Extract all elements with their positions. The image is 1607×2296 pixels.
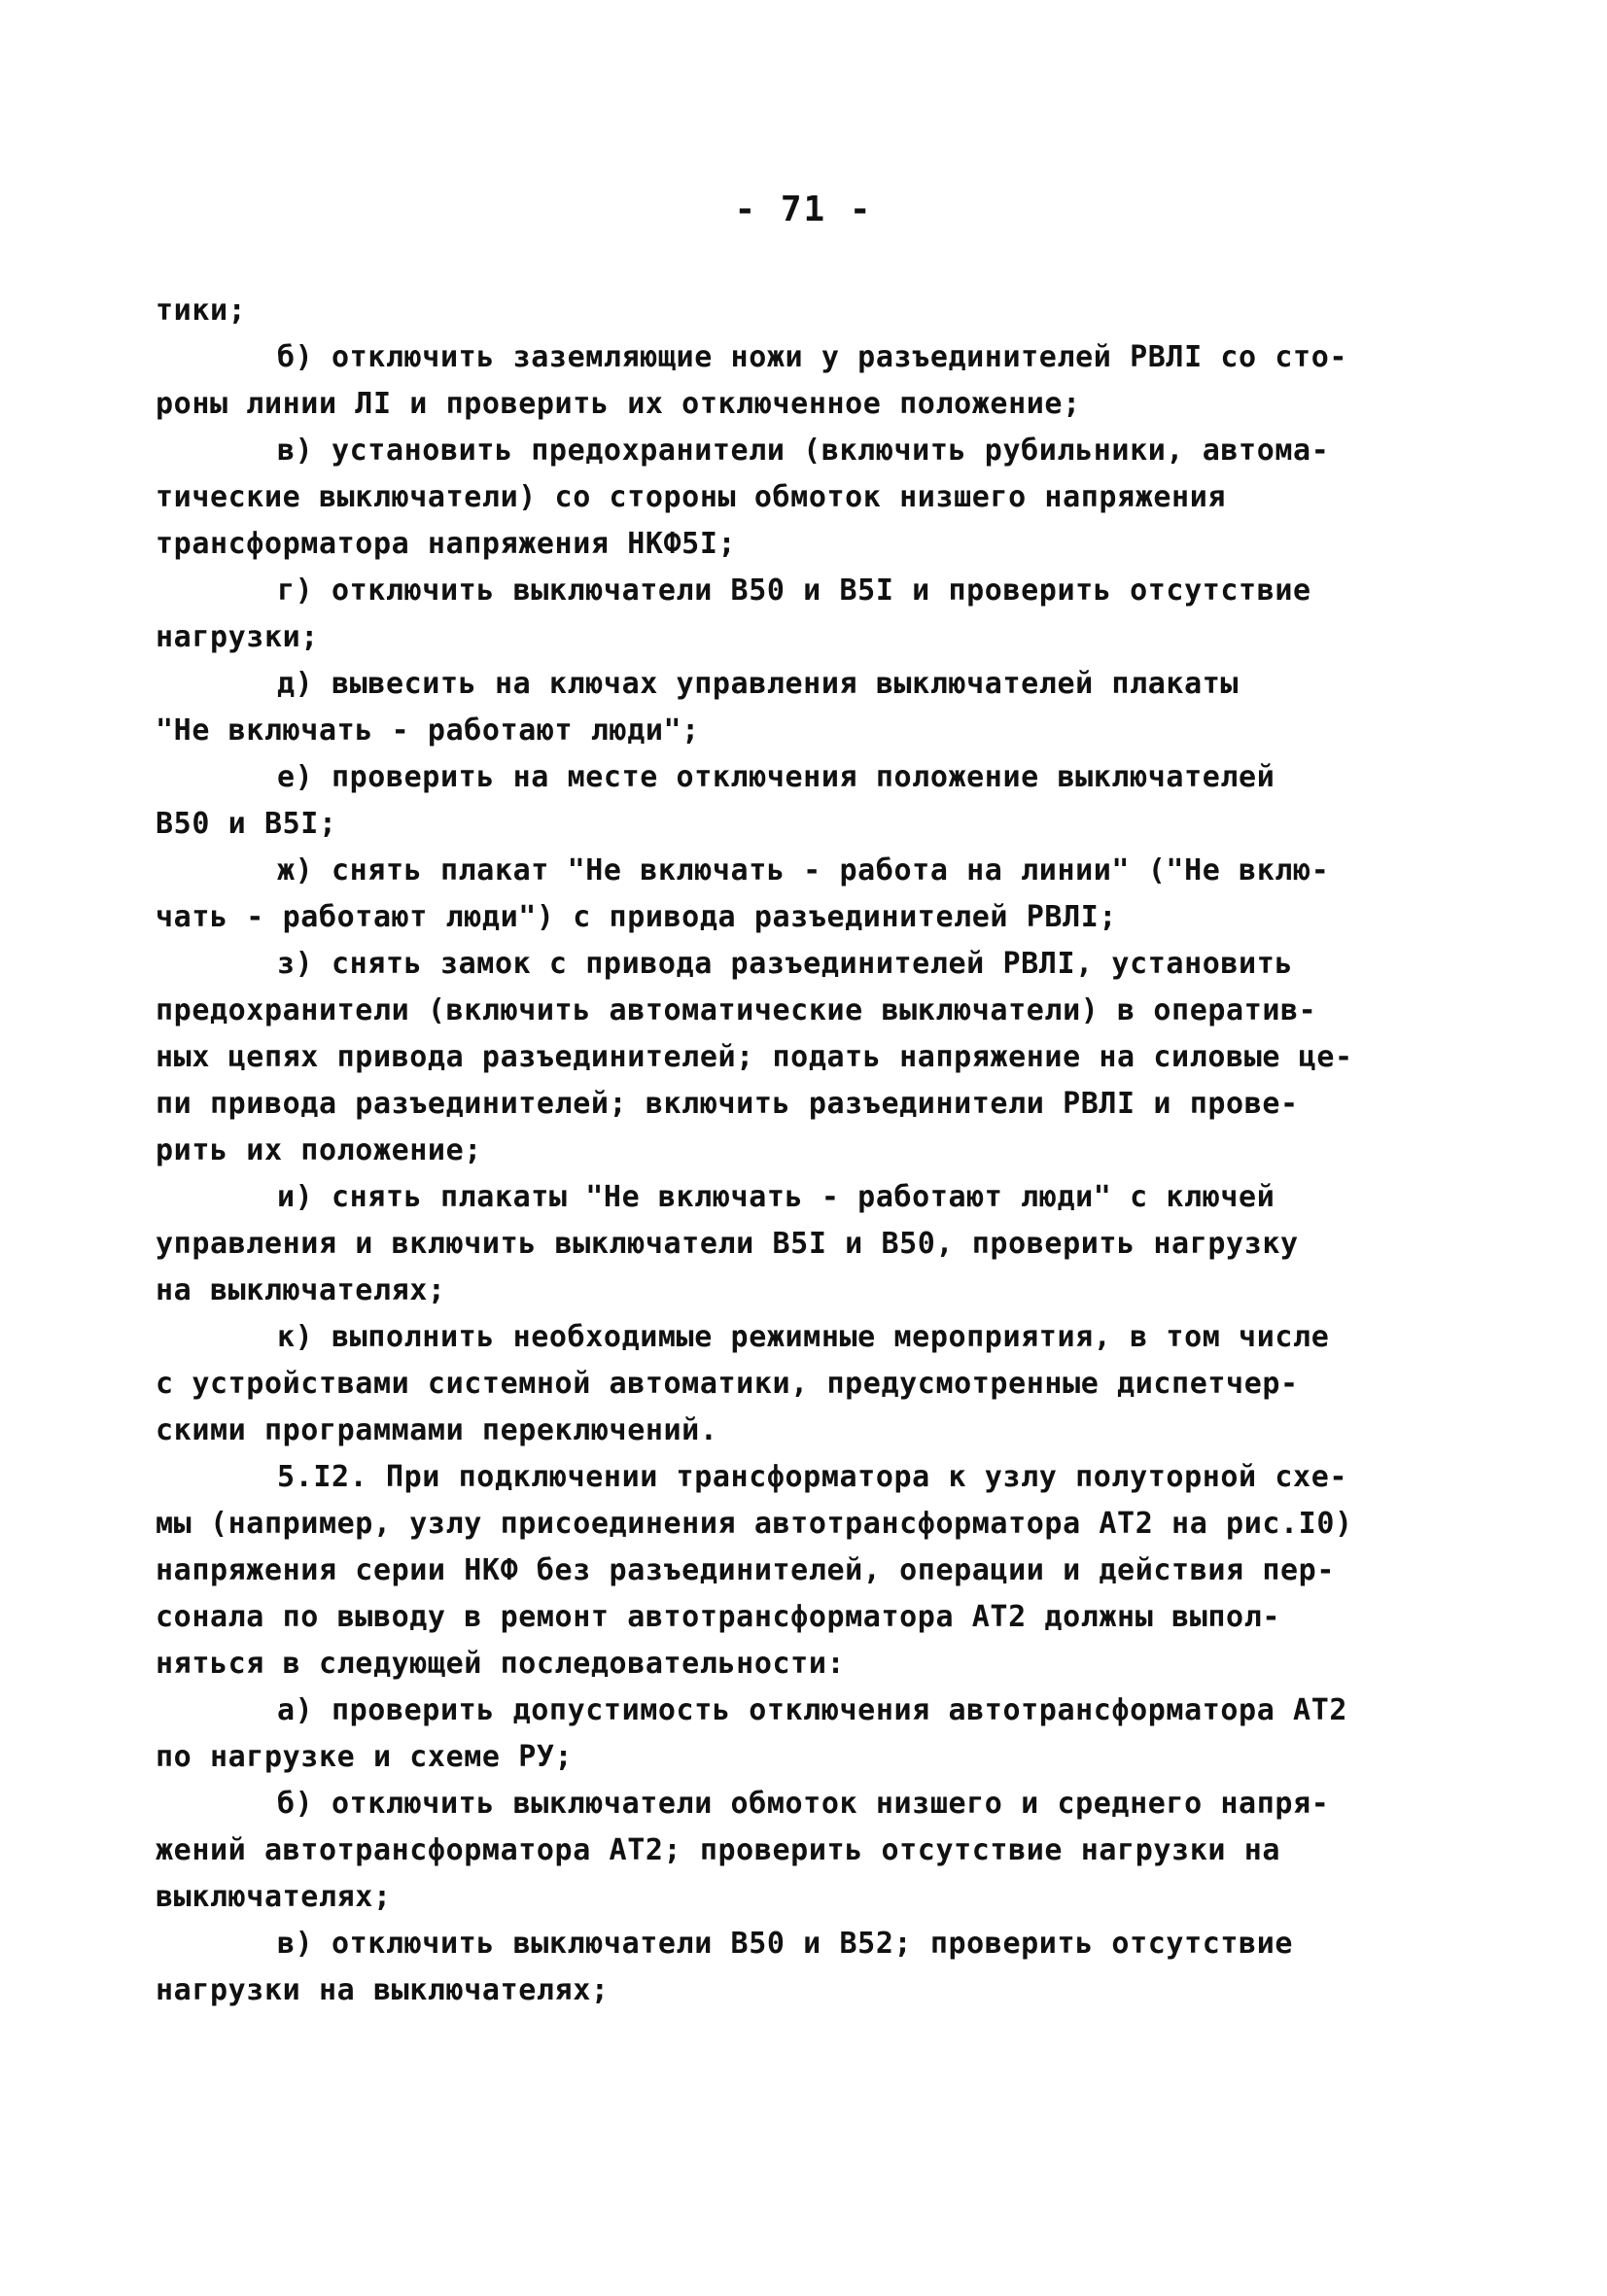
text-line: в) установить предохранители (включить рубильники, автома- [277,434,1330,468]
text-line: д) вывесить на ключах управления выключателей плакаты [277,667,1240,701]
text-line: трансформатора напряжения НКФ5I; [156,527,737,561]
text-line: с устройствами системной автоматики, предусмотренные диспетчер- [156,1367,1299,1401]
text-line: тики; [156,294,247,328]
text-line: выключателях; [156,1880,392,1914]
text-line: мы (например, узлу присоединения автотрансформатора АТ2 на рис.I0) [156,1507,1353,1541]
text-line: роны линии ЛI и проверить их отключенное положение; [156,387,1081,421]
page-number: - 71 - [734,190,873,229]
text-line: к) выполнить необходимые режимные мероприятия, в том числе [277,1320,1330,1354]
text-line: скими программами переключений. [156,1413,718,1447]
text-line: на выключателях; [156,1273,446,1307]
text-line: 5.I2. При подключении трансформатора к узлу полуторной схе- [277,1460,1348,1494]
text-line: напряжения серии НКФ без разъединителей, операции и действия пер- [156,1553,1335,1587]
text-line: чать - работают люди") с привода разъединителей РВЛI; [156,900,1118,934]
document-body [156,288,1478,2014]
text-line: предохранители (включить автоматические выключатели) в оператив- [156,993,1317,1027]
text-line: и) снять плакаты "Не включать - работают люди" с ключей [277,1180,1275,1214]
text-line: нагрузки; [156,620,319,654]
text-line: по нагрузке и схеме РУ; [156,1740,574,1774]
text-line: управления и включить выключатели В5I и В50, проверить нагрузку [156,1227,1299,1261]
text-line: нагрузки на выключателях; [156,1973,610,2007]
text-line: е) проверить на месте отключения положение выключателей [277,760,1275,794]
text-line: ных цепях привода разъединителей; подать напряжение на силовые це- [156,1040,1353,1074]
text-line: сонала по выводу в ремонт автотрансформатора АТ2 должны выпол- [156,1600,1281,1634]
text-line: жений автотрансформатора АТ2; проверить отсутствие нагрузки на [156,1833,1281,1867]
text-line: ж) снять плакат "Не включать - работа на линии" ("Не вклю- [277,853,1330,887]
text-line: б) отключить выключатели обмоток низшего и среднего напря- [277,1787,1330,1821]
text-line: пи привода разъединителей; включить разъединители РВЛI и прове- [156,1087,1299,1121]
text-line: в) отключить выключатели В50 и В52; проверить отсутствие [277,1927,1294,1961]
text-line: б) отключить заземляющие ножи у разъединителей РВЛI со сто- [277,340,1348,374]
text-line: тические выключатели) со стороны обмоток низшего напряжения [156,480,1227,514]
text-line: з) снять замок с привода разъединителей РВЛI, установить [277,947,1294,981]
text-line: "Не включать - работают люди"; [156,713,700,748]
text-line: г) отключить выключатели В50 и В5I и проверить отсутствие [277,574,1311,608]
text-line: В50 и В5I; [156,807,337,841]
text-line: рить их положение; [156,1133,482,1167]
text-line: няться в следующей последовательности: [156,1647,846,1681]
text-line: а) проверить допустимость отключения автотрансформатора АТ2 [277,1693,1348,1727]
